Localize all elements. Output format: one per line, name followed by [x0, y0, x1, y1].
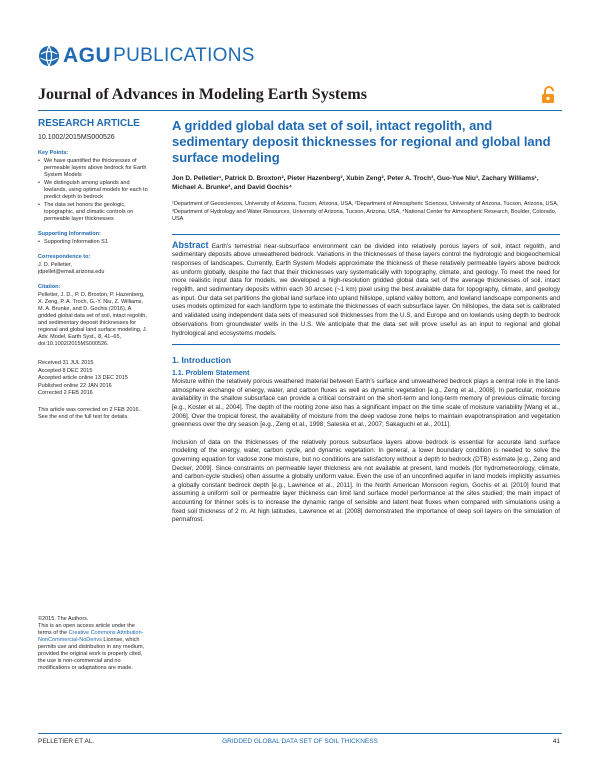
logo-publications: PUBLICATIONS: [113, 45, 255, 66]
article-main: [172, 118, 560, 525]
supporting-info-heading: Supporting Information:: [38, 231, 101, 237]
subsection-heading: 1.1. Problem Statement: [172, 370, 250, 378]
doi[interactable]: 10.1002/2015MS000526: [38, 134, 115, 141]
history-item: Accepted 8 DEC 2015: [38, 367, 93, 374]
abstract-rule: [172, 344, 560, 345]
supporting-info-link[interactable]: • Supporting Information S1: [38, 239, 150, 246]
history-item: Published online 22 JAN 2016: [38, 382, 112, 389]
key-points-heading: Key Points:: [38, 150, 69, 156]
key-point: • We have quantified the thicknesses of permeable layers above bedrock for Earth System Models: [38, 158, 150, 179]
journal-title: Journal of Advances in Modeling Earth Systems: [38, 86, 367, 103]
copyright: ©2015. The Authors.: [38, 616, 89, 622]
author-list: Jon D. Pelletier¹, Patrick D. Broxton², Pieter Hazenberg², Xubin Zeng², Peter A. Troch³, Guo-Yue Niu³, Zachary Williams¹, Michael A. Brunke², and David Gochis⁴: [172, 175, 539, 191]
correspondence-heading: Correspondence to:: [38, 254, 91, 260]
history-item: Accepted article online 13 DEC 2015: [38, 375, 128, 381]
header-rule: [38, 110, 562, 111]
license-text: This is an open access article under the terms of the: [38, 623, 135, 636]
open-lock-icon: [540, 86, 558, 104]
supporting-info-list: [38, 239, 150, 246]
body-paragraph: Moisture within the relatively porous weathered material between Earth's surface and unweathered bedrock plays a central role in the land-atmosphere exchange of energy, water, and carbon fluxes as well as dynamic vegetation [e.g., Zeng et al., 2008]. In particular, moisture availability in the shallow subsurface can provide a critical constraint on the short-term and long-term memory of previous climatic forcing [e.g., Koster et al., 2004]. The depth of the rooting zone also has a significant impact on the time scale of moisture variability [Wang et al., 2006]. Over the tropical forest, the availability of moisture from the deep vadose zone helps to maintain evapotranspiration and vegetation greenness over the dry season [e.g., Zeng et al., 1998; Saleska et al., 2007; Sakaguchi et al., 2011].: [172, 378, 560, 429]
license-text-end: License, which permits use and distribution in any medium, provided the original work is properly cited, the use is non-commercial and no modifications or adaptations are made.: [38, 637, 145, 671]
article-title: A gridded global data set of soil, intact regolith, and sedimentary deposit thicknesses for regional and global land surface modeling: [172, 118, 551, 165]
globe-icon: [38, 45, 60, 67]
key-point: • The data set honors the geologic, topographic, and climatic controls on permeable layer thicknesses: [38, 202, 150, 223]
running-authors: PELLETIER ET AL.: [38, 738, 95, 745]
section-heading: 1. Introduction: [172, 355, 232, 366]
article-type: RESEARCH ARTICLE: [38, 118, 140, 129]
abstract: [172, 234, 560, 339]
correspondence-email[interactable]: jdpellet@email.arizona.edu: [38, 269, 105, 275]
running-title: GRIDDED GLOBAL DATA SET OF SOIL THICKNESS: [222, 738, 378, 745]
agu-logo: [38, 44, 255, 68]
publication-history: [38, 360, 150, 397]
citation-text: Pelletier, J. D., P. D. Broxton, P. Hazenberg, X. Zeng, P. A. Troch, G.-Y. Niu, Z. Williams, M. A. Brunke, and D. Gochis (2016), A gridded global data set of soil, intact regolith, and sedimentary deposit thicknesses for regional and global land surface modeling, J. Adv. Model. Earth Syst., 8, 41–65, doi:10.1002/2015MS000526.: [38, 292, 148, 347]
history-item: Received 31 JUL 2015: [38, 360, 94, 366]
license-link[interactable]: Creative Commons Attribution-NonCommercial-NoDerivs: [38, 630, 144, 643]
abstract-heading: Abstract: [172, 239, 209, 250]
page-number: 41: [552, 738, 560, 745]
license-block: [38, 616, 150, 672]
body-paragraph: Inclusion of data on the thicknesses of the relatively porous subsurface layers above bedrock is essential for accurate land surface modeling of the energy, water, carbon cycle, and dynamic vegetation. In general, a lower boundary condition is needed to solve the governing equation for vadose zone moisture, but no conditions are satisfactory without a depth to bedrock (DTB) estimate [e.g., Zeng and Decker, 2009]. Since constraints on permeable layer thickness are not available at present, land models (for hydrometeorology, climate, and carbon-cycle studies) often assume a globally uniform value. Even the use of an unconfined aquifer in land models implicitly assumes a globally constant bedrock depth [e.g., Lawrence et al., 2011]. In the North American Monsoon region, Gochis et al. [2010] found that assuming a uniform soil or permeable layer thickness can limit land surface model performance at the sites studied; the main impact of accounting for thinner soils is to increase the dynamic range of sensible and latent heat fluxes when compared with simulations using a fixed soil thickness of 2 m. At high latitudes, Lawrence et al. [2008] demonstrated the importance of deep soil layers on the simulation of permafrost.: [172, 438, 560, 524]
correction-note: This article was corrected on 2 FEB 2016. See the end of the full text for details.: [38, 407, 141, 420]
logo-text: AGU: [63, 44, 112, 67]
citation-heading: Citation:: [38, 284, 61, 290]
abstract-text: Earth's terrestrial near-subsurface environment can be divided into relatively porous layers of soil, intact regolith, and sedimentary deposits above unweathered bedrock. Variations in the thicknesses of these layers control the hydrologic and biogeochemical responses of landscapes. Currently, Earth System Models approximate the thickness of these relatively permeable layers above bedrock as uniform globally, despite the fact that their thicknesses vary systematically with topography, climate, and geology. To meet the need for more realistic input data for models, we developed a high-resolution gridded global data set of the average thicknesses of soil, intact regolith, and sedimentary deposits within each 30 arcsec (~1 km) pixel using the best available data for topography, climate, and geology as input. Our data set partitions the global land surface into upland hillslope, upland valley bottom, and lowland landscape components and uses models optimized for each landform type to estimate the thicknesses of each subsurface layer. On hillslopes, the data set is calibrated and validated using independent data sets of measured soil thicknesses from the U.S. and Europe and on lowlands using depth to bedrock observations from groundwater wells in the U.S. We anticipate that the data set will prove useful as an input to regional and global hydrological and ecosystems models.: [172, 242, 561, 337]
key-points-list: [38, 158, 150, 223]
sidebar: [38, 118, 150, 421]
affiliations: ¹Department of Geosciences, University of Arizona, Tucson, Arizona, USA, ²Department of Atmospheric Sciences, University of Arizona, Tucson, Arizona, USA, ³Department of Hydrology and Water Resources, University of Arizona, Tucson, Arizona, USA, ⁴National Center for Atmospheric Research, Boulder, Colorado, USA: [172, 201, 559, 222]
history-item: Corrected 2 FEB 2016: [38, 390, 93, 396]
footer-rule: [38, 733, 562, 734]
key-point: • We distinguish among uplands and lowlands, using optimal models for each to predict depth to bedrock: [38, 180, 150, 201]
correspondence-name: J. D. Pelletier,: [38, 262, 72, 268]
